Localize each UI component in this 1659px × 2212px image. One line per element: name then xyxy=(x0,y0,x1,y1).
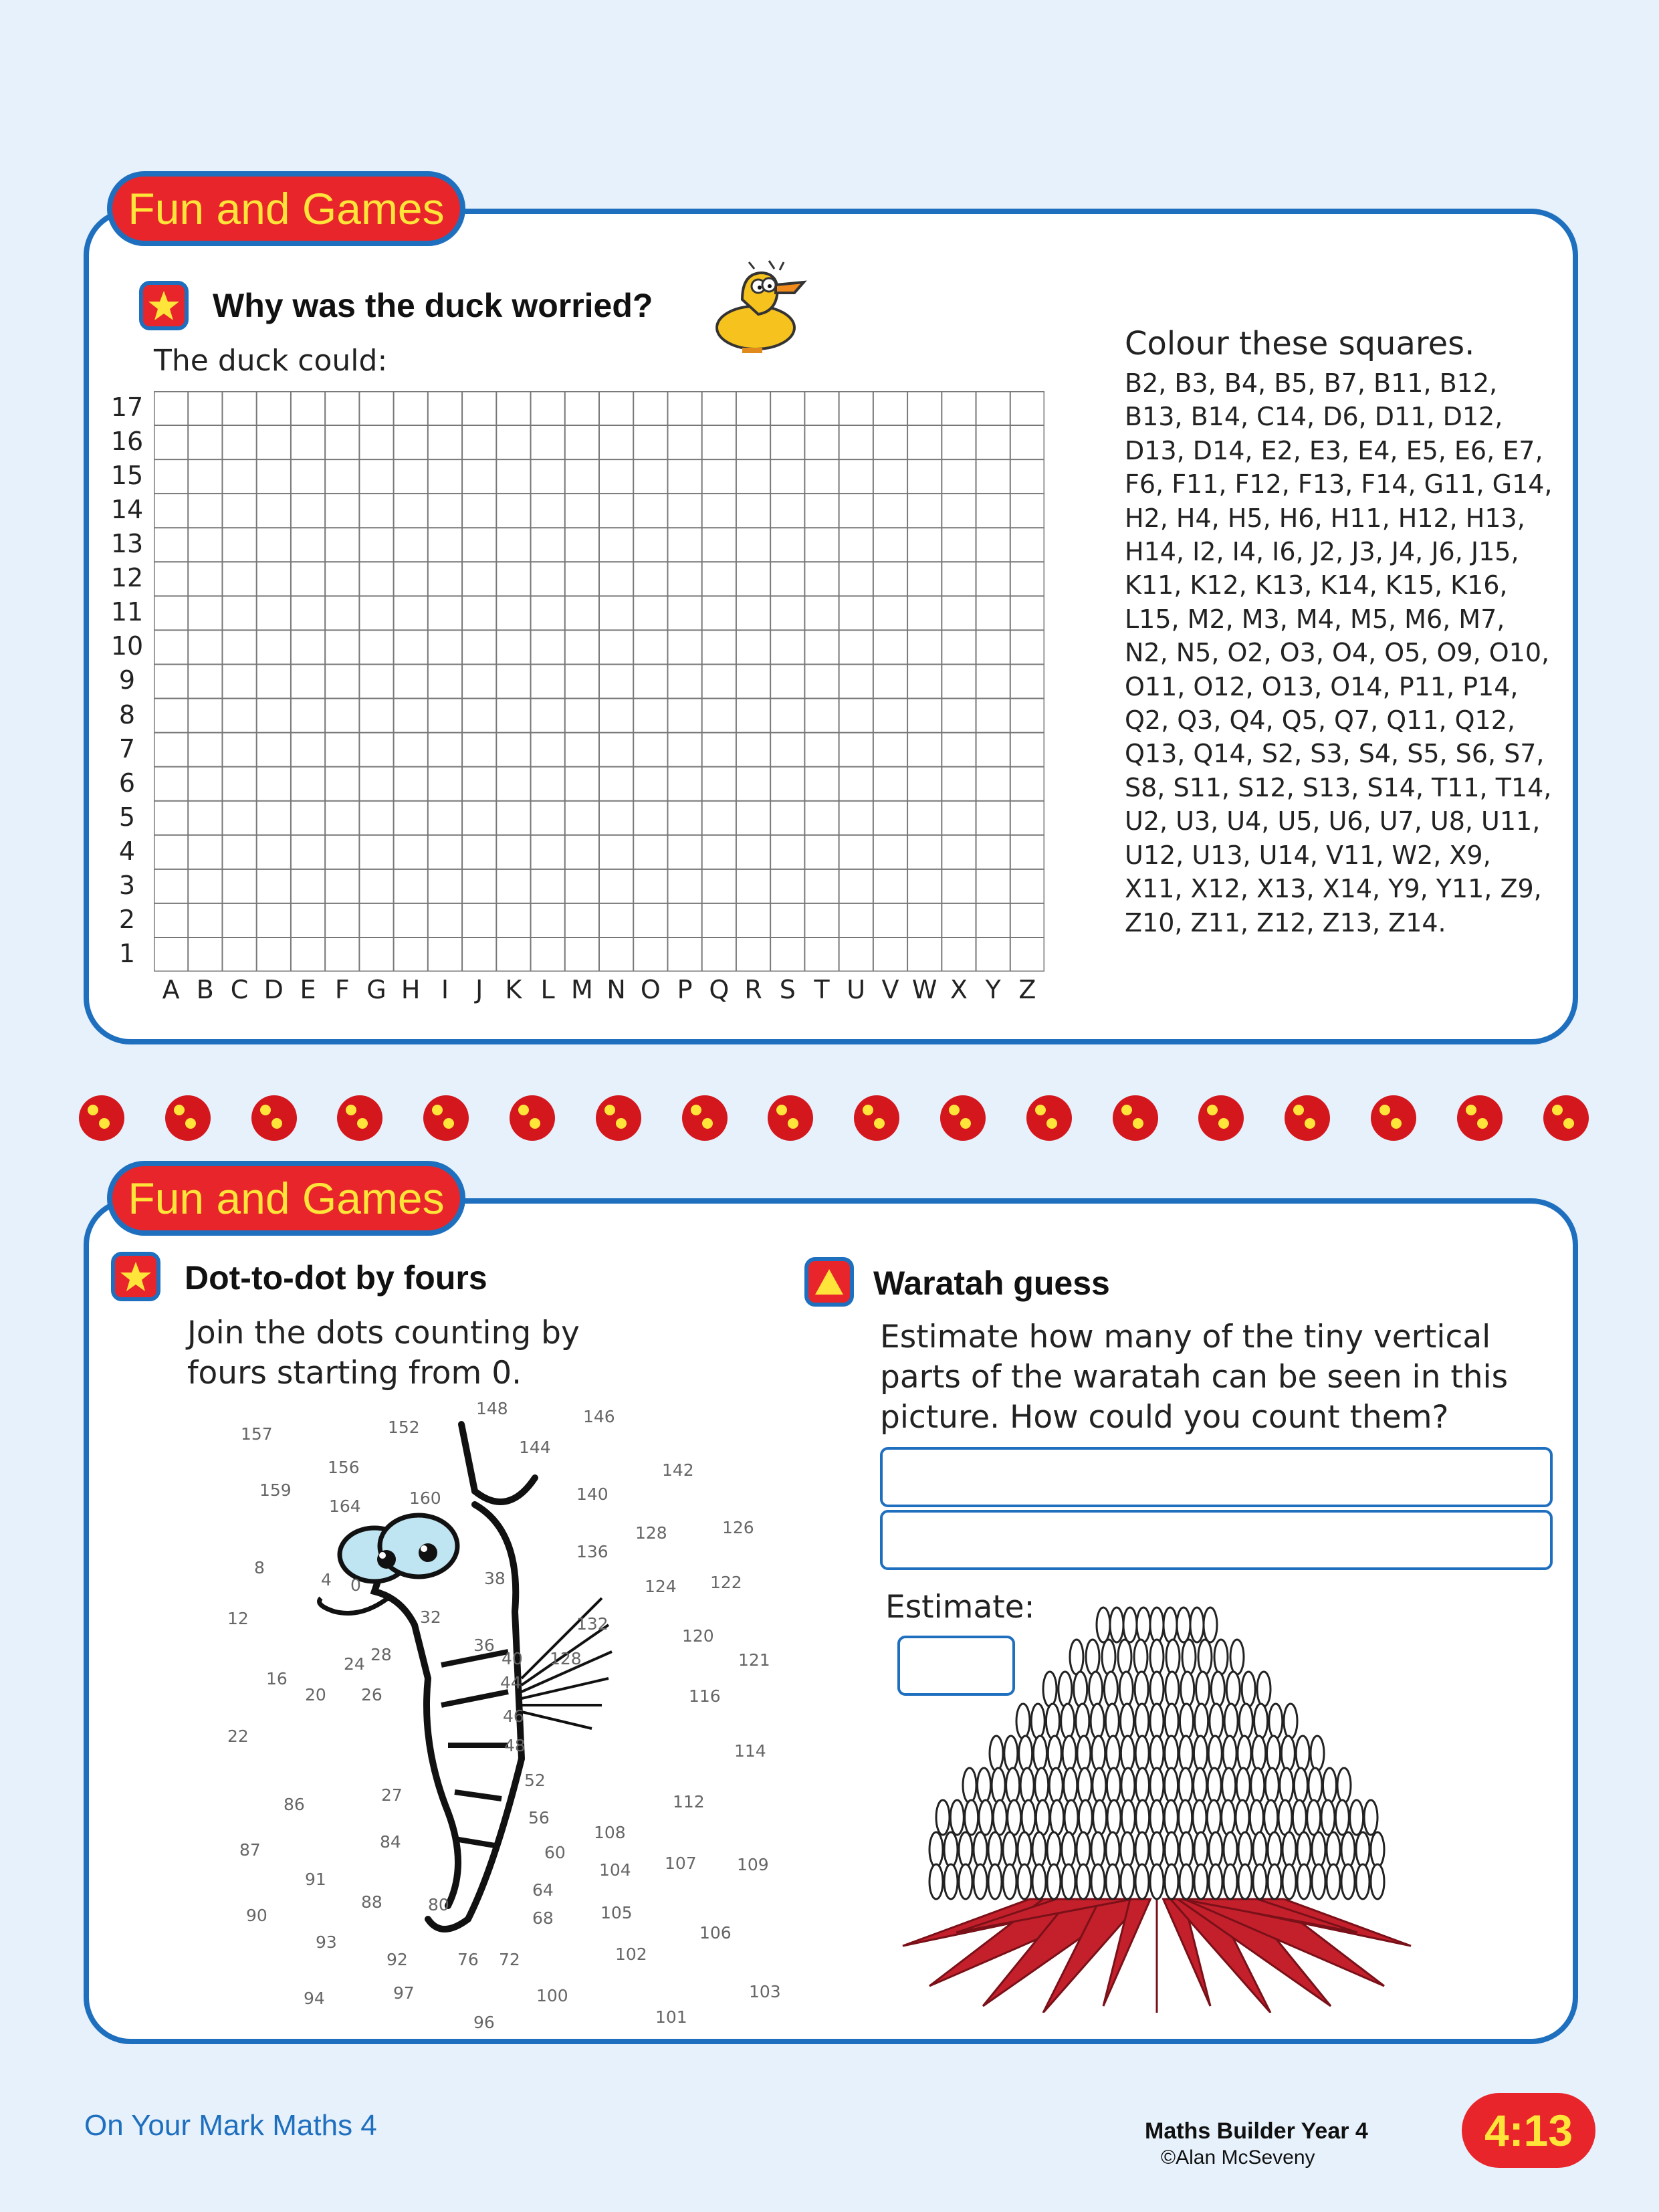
dot-number: 148 xyxy=(476,1399,508,1418)
dot-number: 108 xyxy=(594,1823,626,1842)
dot-prompt-line-1: Join the dots counting by xyxy=(187,1315,580,1351)
column-label: X xyxy=(950,975,968,1004)
row-label: 16 xyxy=(110,427,144,457)
dot-number: 100 xyxy=(536,1986,568,2005)
dot-number: 157 xyxy=(241,1424,273,1444)
dot-number: 94 xyxy=(304,1989,325,2008)
dot-number: 109 xyxy=(737,1855,769,1874)
decorative-dot xyxy=(1371,1095,1416,1141)
dot-number: 20 xyxy=(305,1685,326,1704)
row-label: 1 xyxy=(118,938,136,968)
decorative-dot xyxy=(596,1095,641,1141)
dot-number: 36 xyxy=(473,1636,495,1655)
copyright: ©Alan McSeveny xyxy=(1161,2146,1315,2169)
dot-number: 26 xyxy=(361,1685,382,1704)
dot-number: 126 xyxy=(722,1518,754,1537)
waratah-line-1: Estimate how many of the tiny vertical xyxy=(880,1319,1491,1355)
dot-number: 24 xyxy=(344,1654,365,1674)
coordinate-grid[interactable] xyxy=(154,391,1044,972)
dot-number: 27 xyxy=(381,1785,403,1805)
dot-number: 121 xyxy=(738,1650,770,1670)
row-label: 2 xyxy=(118,904,136,934)
column-label: P xyxy=(677,975,693,1004)
dot-number: 160 xyxy=(409,1488,441,1508)
decorative-dot xyxy=(423,1095,469,1141)
dot-number: 64 xyxy=(532,1880,554,1900)
colour-title: Colour these squares. xyxy=(1125,325,1475,362)
dot-number: 80 xyxy=(428,1895,449,1914)
row-label: 17 xyxy=(110,393,144,422)
star-icon xyxy=(111,1252,160,1301)
dot-number: 90 xyxy=(246,1906,267,1925)
dot-number: 72 xyxy=(499,1950,520,1969)
dot-number: 38 xyxy=(484,1569,506,1588)
dot-number: 46 xyxy=(503,1706,524,1726)
dot-number: 120 xyxy=(682,1626,714,1646)
column-label: U xyxy=(847,975,866,1004)
dot-number: 101 xyxy=(655,2007,687,2027)
column-label: F xyxy=(334,975,350,1004)
decorative-dot xyxy=(1457,1095,1503,1141)
row-label: 12 xyxy=(110,563,144,593)
waratah-illustration xyxy=(883,1585,1431,2013)
column-label: K xyxy=(505,975,522,1004)
dot-number: 104 xyxy=(599,1860,631,1880)
waratah-heading: Waratah guess xyxy=(873,1264,1110,1302)
dot-number: 84 xyxy=(380,1832,401,1852)
column-label: D xyxy=(263,975,284,1004)
dot-number: 164 xyxy=(329,1497,361,1516)
dot-number: 52 xyxy=(524,1771,546,1790)
row-label: 3 xyxy=(118,870,136,900)
row-label: 7 xyxy=(118,734,136,764)
dot-number: 144 xyxy=(519,1438,551,1457)
decorative-dot xyxy=(165,1095,211,1141)
decorative-dot xyxy=(682,1095,728,1141)
decorative-dot xyxy=(79,1095,124,1141)
row-label: 14 xyxy=(110,495,144,525)
column-label: G xyxy=(366,975,386,1004)
dot-number: 88 xyxy=(361,1892,382,1912)
estimate-label: Estimate: xyxy=(885,1589,1035,1626)
row-label: 4 xyxy=(118,836,136,866)
dot-number: 86 xyxy=(284,1795,305,1814)
column-label: R xyxy=(744,975,762,1004)
dot-number: 116 xyxy=(689,1686,721,1706)
decorative-dot xyxy=(337,1095,382,1141)
seahorse-illustration xyxy=(227,1398,709,1973)
column-label: S xyxy=(779,975,796,1004)
column-label: E xyxy=(300,975,316,1004)
dot-number: 96 xyxy=(473,2013,495,2032)
dot-number: 107 xyxy=(665,1854,697,1873)
decorative-dot xyxy=(854,1095,899,1141)
book-title: Maths Builder Year 4 xyxy=(1145,2118,1368,2144)
dot-number: 44 xyxy=(500,1673,522,1692)
column-label: J xyxy=(475,975,483,1004)
dot-prompt-line-2: fours starting from 0. xyxy=(187,1355,522,1392)
dot-number: 40 xyxy=(502,1649,523,1668)
row-label: 6 xyxy=(118,768,136,798)
dot-number: 97 xyxy=(393,1983,415,2003)
dot-number: 128 xyxy=(635,1523,667,1543)
column-label: Y xyxy=(985,975,1001,1004)
column-label: A xyxy=(162,975,180,1004)
dot-number: 68 xyxy=(532,1908,554,1928)
dot-number: 105 xyxy=(600,1903,633,1922)
dot-to-dot-heading: Dot-to-dot by fours xyxy=(185,1259,487,1297)
series-title: On Your Mark Maths 4 xyxy=(84,2109,377,2142)
answer-line-1[interactable] xyxy=(880,1447,1553,1507)
row-label: 15 xyxy=(110,461,144,491)
row-label: 8 xyxy=(118,699,136,730)
row-label: 5 xyxy=(118,802,136,832)
column-label: L xyxy=(540,975,555,1004)
dot-number: 136 xyxy=(576,1542,609,1561)
section-tab-1: Fun and Games xyxy=(107,171,465,246)
dot-number: 91 xyxy=(305,1870,326,1889)
dot-number: 152 xyxy=(388,1418,420,1437)
decorative-dot xyxy=(510,1095,555,1141)
column-label: W xyxy=(911,975,937,1004)
decorative-dot xyxy=(768,1095,813,1141)
column-label: T xyxy=(814,975,830,1004)
column-label: B xyxy=(196,975,214,1004)
row-label: 9 xyxy=(118,665,136,695)
column-label: Z xyxy=(1018,975,1036,1004)
dot-number: 112 xyxy=(673,1792,705,1811)
dot-number: 56 xyxy=(528,1808,550,1828)
duck-heading: Why was the duck worried? xyxy=(213,287,653,324)
column-label: I xyxy=(441,975,449,1004)
row-label: 11 xyxy=(110,597,144,627)
dot-number: 122 xyxy=(710,1573,742,1592)
dot-number: 140 xyxy=(576,1484,609,1504)
dot-number: 16 xyxy=(266,1669,288,1688)
row-label: 13 xyxy=(110,529,144,559)
page-number: 4:13 xyxy=(1462,2093,1595,2168)
dot-number: 12 xyxy=(227,1609,249,1628)
dot-number: 156 xyxy=(328,1458,360,1477)
dot-number: 32 xyxy=(420,1608,441,1627)
column-label: O xyxy=(640,975,661,1004)
dot-number: 93 xyxy=(316,1932,337,1952)
row-label: 10 xyxy=(110,631,144,661)
section-tab-2: Fun and Games xyxy=(107,1161,465,1236)
decorative-dot xyxy=(1285,1095,1330,1141)
decorative-dot xyxy=(1543,1095,1589,1141)
decorative-dot xyxy=(940,1095,986,1141)
dot-number: 76 xyxy=(457,1950,479,1969)
dot-number: 114 xyxy=(734,1741,766,1761)
dot-number: 22 xyxy=(227,1727,249,1746)
waratah-line-2: parts of the waratah can be seen in this xyxy=(880,1359,1509,1396)
duck-prompt: The duck could: xyxy=(154,344,388,378)
answer-line-2[interactable] xyxy=(880,1510,1553,1570)
dot-number: 92 xyxy=(386,1950,408,1969)
dot-number: 159 xyxy=(259,1480,292,1500)
dot-number: 48 xyxy=(504,1736,526,1755)
waratah-line-3: picture. How could you count them? xyxy=(880,1399,1449,1436)
column-label: M xyxy=(570,975,593,1004)
decorative-dot xyxy=(251,1095,297,1141)
column-label: C xyxy=(230,975,249,1004)
dot-number: 106 xyxy=(699,1923,732,1943)
dot-number: 142 xyxy=(662,1460,694,1480)
squares-list: B2, B3, B4, B5, B7, B11, B12, B13, B14, C14, D6, D11, D12, D13, D14, E2, E3, E4, E5, E6, E7, F6, F11, F12, F13, F14, G11, G14, H2, H4, H5, H6, H11, H12, H13, H14, I2, I4, I6, J2, J3, J4, J6, J15, K11, K12, K13, K14, K15, K16, L15, M2, M3, M4, M5, M6, M7, N2, N5, O2, O3, O4, O5, O9, O10, O11, O12, O13, O14, P11, P14, Q2, Q3, Q4, Q5, Q7, Q11, Q12, Q13, Q14, S2, S3, S4, S5, S6, S7, S8, S11, S12, S13, S14, T11, T14, U2, U3, U4, U5, U6, U7, U8, U11, U12, U13, U14, V11, W2, X9, X11, X12, X13, X14, Y9, Y11, Z9, Z10, Z11, Z12, Z13, Z14. xyxy=(1125,368,1553,937)
decorative-dot xyxy=(1198,1095,1244,1141)
dot-number: 87 xyxy=(239,1840,261,1860)
decorative-dot xyxy=(1026,1095,1072,1141)
dot-number: 124 xyxy=(645,1577,677,1596)
dot-number: 103 xyxy=(749,1982,781,2001)
dot-number: 4 xyxy=(321,1570,332,1589)
column-label: N xyxy=(606,975,626,1004)
dot-number: 146 xyxy=(583,1407,615,1426)
dot-number: 8 xyxy=(254,1558,265,1577)
dot-number: 102 xyxy=(615,1945,647,1964)
triangle-icon xyxy=(804,1257,854,1307)
column-label: V xyxy=(881,975,899,1004)
dot-number: 0 xyxy=(350,1575,361,1595)
dot-number: 132 xyxy=(576,1614,609,1634)
dot-number: 60 xyxy=(544,1843,566,1862)
duck-illustration xyxy=(702,253,816,366)
column-label: Q xyxy=(709,975,730,1004)
dot-number: 28 xyxy=(370,1645,392,1664)
star-icon xyxy=(139,281,189,330)
decorative-dot xyxy=(1113,1095,1158,1141)
dot-number: 128 xyxy=(550,1649,582,1668)
column-label: H xyxy=(401,975,421,1004)
